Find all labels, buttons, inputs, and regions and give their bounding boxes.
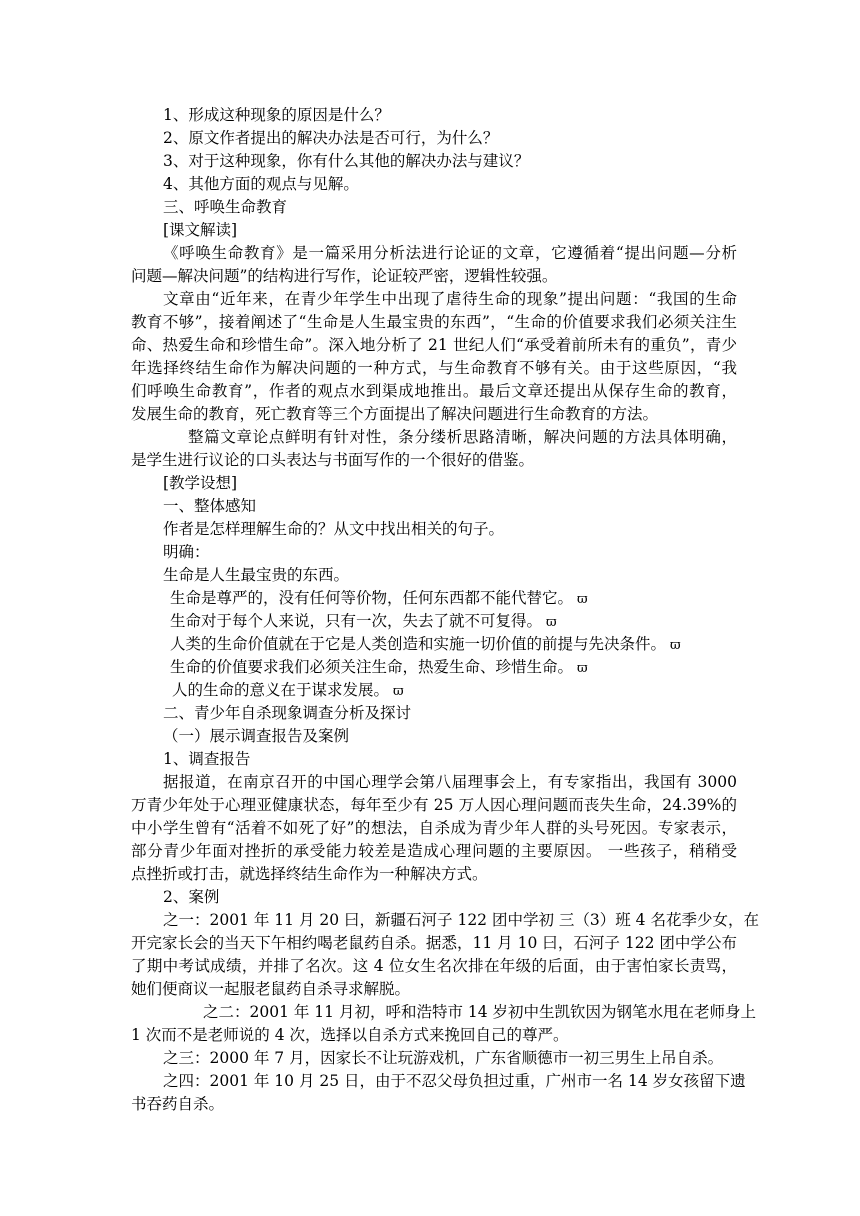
paragraph-line: 年选择终结生命作为解决问题的一种方式，与生命教育不够有关。由于这些原因，“我 xyxy=(131,359,737,377)
section-heading: 二、青少年自杀现象调查分析及探讨 xyxy=(163,704,412,722)
paragraph-line: 了期中考试成绩，并排了名次。这 4 位女生名次排在年级的后面，由于害怕家长责骂， xyxy=(131,957,737,975)
paragraph-line: 们呼唤生命教育”，作者的观点水到渠成地推出。最后文章还提出从保存生命的教育， xyxy=(131,382,737,400)
subsection-heading: 2、案例 xyxy=(163,888,220,906)
bullet-glyph: ϖ xyxy=(393,684,404,699)
paragraph-line: 书吞药自杀。 xyxy=(131,1095,225,1113)
paragraph-line: 《呼唤生命教育》是一篇采用分析法进行论证的文章，它遵循着“提出问题—分析 xyxy=(163,244,737,262)
paragraph-line: 部分青少年面对挫折的承受能力较差是造成心理问题的主要原因。 一些孩子，稍稍受 xyxy=(131,842,737,860)
paragraph-line: 之三：2000 年 7 月，因家长不让玩游戏机，广东省顺德市一初三男生上吊自杀。 xyxy=(163,1049,724,1067)
paragraph-line: 问题—解决问题”的结构进行写作，论证较严密，逻辑性较强。 xyxy=(131,267,558,285)
paragraph-line: 教育不够”，接着阐述了“生命是人生最宝贵的东西”，“生命的价值要求我们必须关注生 xyxy=(131,313,737,331)
paragraph-line: 之二：2001 年 11 月初，呼和浩特市 14 岁初中生凯钦因为钢笔水甩在老师身上 xyxy=(203,1003,757,1021)
subheading-interpretation: [课文解读] xyxy=(163,221,238,239)
question-4: 4、其他方面的观点与见解。 xyxy=(163,175,359,193)
question-3: 3、对于这种现象，你有什么其他的解决办法与建议？ xyxy=(163,152,530,170)
paragraph-line: 发展生命的教育，死亡教育等三个方面提出了解决问题进行生命教育的方法。 xyxy=(131,405,659,423)
paragraph-line: 是学生进行议论的口头表达与书面写作的一个很好的借鉴。 xyxy=(131,451,535,469)
quote-line: 生命对于每个人来说，只有一次，失去了就不可复得。 ϖ xyxy=(170,612,557,630)
bullet-glyph: ϖ xyxy=(670,638,681,653)
paragraph-line: 整篇文章论点鲜明有针对性，条分缕析思路清晰，解决问题的方法具体明确， xyxy=(188,428,737,446)
paragraph-line: 点挫折或打击，就选择终结生命作为一种解决方式。 xyxy=(131,865,488,883)
bullet-glyph: ϖ xyxy=(577,661,588,676)
question-text: 作者是怎样理解生命的？从文中找出相关的句子。 xyxy=(163,520,505,538)
paragraph-line: 之四：2001 年 10 月 25 日，由于不忍父母负担过重，广州市一名 14 岁女孩留下遗 xyxy=(163,1072,746,1090)
section-heading: 一、整体感知 xyxy=(163,497,257,515)
quote-line: 生命是尊严的，没有任何等价物，任何东西都不能代替它。 ϖ xyxy=(170,589,588,607)
paragraph-line: 1 次而不是老师说的 4 次，选择以自杀方式来挽回自己的尊严。 xyxy=(131,1026,569,1044)
section-heading: 三、呼唤生命教育 xyxy=(163,198,288,216)
subheading-teaching: [教学设想] xyxy=(163,474,238,492)
bullet-glyph: ϖ xyxy=(577,592,588,607)
quote-line: 生命是人生最宝贵的东西。 xyxy=(163,566,350,584)
paragraph-line: 文章由“近年来，在青少年学生中出现了虐待生命的现象”提出问题：“我国的生命 xyxy=(163,290,737,308)
bullet-glyph: ϖ xyxy=(546,615,557,630)
answer-label: 明确： xyxy=(163,543,210,561)
question-2: 2、原文作者提出的解决办法是否可行，为什么？ xyxy=(163,129,499,147)
paragraph-line: 她们便商议一起服老鼠药自杀寻求解脱。 xyxy=(131,980,411,998)
paragraph-line: 开完家长会的当天下午相约喝老鼠药自杀。据悉，11 月 10 曰，石河子 122 团中学公布 xyxy=(131,934,737,952)
quote-line: 人类的生命价值就在于它是人类创造和实施一切价值的前提与先决条件。 ϖ xyxy=(170,635,681,653)
paragraph-line: 据报道，在南京召开的中国心理学会第八届理事会上，有专家指出，我国有 3000 xyxy=(163,773,737,791)
subsection-heading: （一）展示调查报告及案例 xyxy=(163,727,350,745)
quote-line: 生命的价值要求我们必须关注生命，热爱生命、珍惜生命。 ϖ xyxy=(170,658,588,676)
question-1: 1、形成这种现象的原因是什么？ xyxy=(163,106,390,124)
quote-line: 人的生命的意义在于谋求发展。 ϖ xyxy=(172,681,404,699)
subsection-heading: 1、调查报告 xyxy=(163,750,251,768)
paragraph-line: 之一：2001 年 11 月 20 曰，新疆石河子 122 团中学初 三（3）班 4 名花季少女，在 xyxy=(163,911,759,929)
paragraph-line: 中小学生曾有“活着不如死了好”的想法，自杀成为青少年人群的头号死因。专家表示， xyxy=(131,819,737,837)
paragraph-line: 万青少年处于心理亚健康状态，每年至少有 25 万人因心理问题而丧失生命，24.39%的 xyxy=(131,796,737,814)
paragraph-line: 命、热爱生命和珍惜生命”。深入地分析了 21 世纪人们“承受着前所未有的重负”，青少 xyxy=(131,336,737,354)
